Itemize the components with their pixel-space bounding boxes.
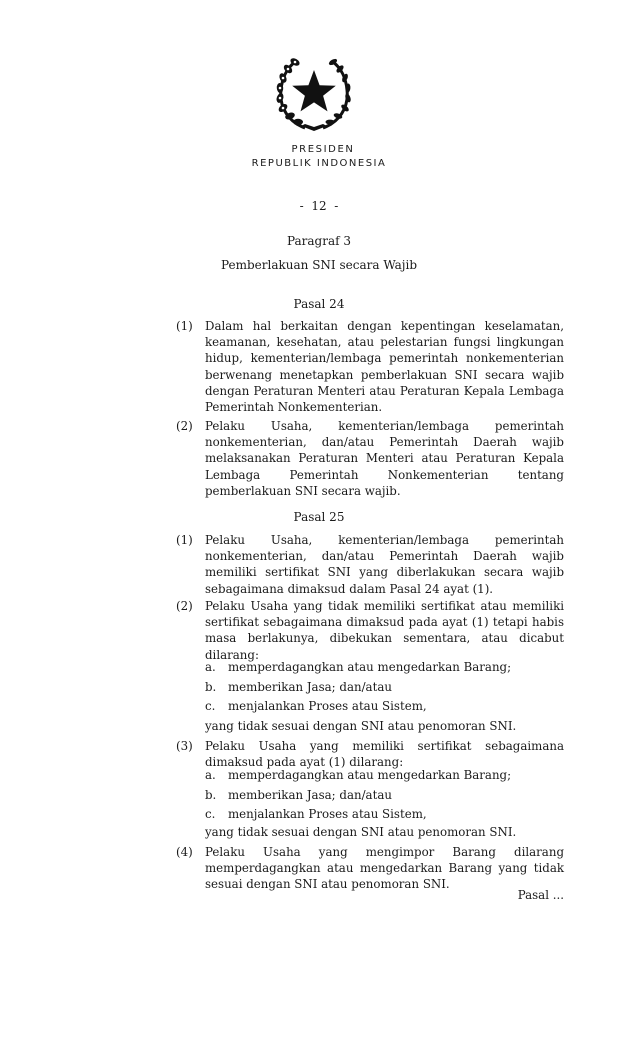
pasal-25-item-3-tail: yang tidak sesuai dengan SNI atau penomoran SNI. — [205, 825, 517, 839]
pasal-25-item-1 — [176, 532, 564, 597]
sub-text: menjalankan Proses atau Sistem, — [228, 807, 427, 821]
item-text: Pelaku Usaha, kementerian/lembaga pemerintah nonkementerian, dan/atau Pemerintah Daerah wajib memiliki sertifikat SNI yang diberlakukan secara wajib sebagaimana dimaksud dalam Pasal 24 ayat (1). — [205, 533, 564, 596]
pasal-25-item-2-sub-a — [205, 659, 511, 675]
item-number: (3) — [176, 739, 193, 753]
item-text: Dalam hal berkaitan dengan kepentingan keselamatan, keamanan, kesehatan, atau pelestarian fungsi lingkungan hidup, kementerian/lembaga pemerintah nonkementerian berwenang menetapkan pemberlakuan SNI secara wajib dengan Peraturan Menteri atau Peraturan Kepala Lembaga Pemerintah Nonkementerian. — [205, 319, 564, 415]
sub-letter: a. — [205, 768, 216, 782]
institution-line-1: PRESIDEN — [291, 144, 355, 155]
pasal-25-item-2-sub-c — [205, 698, 427, 714]
institution-line-2: REPUBLIK INDONESIA — [251, 158, 387, 169]
paragraph-title: Paragraf 3 — [286, 234, 352, 248]
pasal-25-item-3-sub-c — [205, 806, 427, 822]
item-text: Pelaku Usaha yang mengimpor Barang dilarang memperdagangkan atau mengedarkan Barang yang tidak sesuai dengan SNI atau penomoran SNI. — [205, 845, 564, 892]
item-number: (1) — [176, 533, 193, 547]
next-page-catchword: Pasal ... — [517, 888, 564, 902]
pasal-24-title: Pasal 24 — [293, 297, 345, 311]
pasal-24-item-2 — [176, 418, 564, 499]
sub-text: memberikan Jasa; dan/atau — [228, 680, 392, 694]
pasal-24-item-1 — [176, 318, 564, 415]
item-number: (4) — [176, 845, 193, 859]
pasal-25-item-2-tail: yang tidak sesuai dengan SNI atau penomoran SNI. — [205, 719, 517, 733]
pasal-25-title: Pasal 25 — [293, 510, 345, 524]
pasal-25-item-3-sub-a — [205, 767, 511, 783]
item-number: (2) — [176, 419, 193, 433]
pasal-25-item-2 — [176, 598, 564, 663]
pasal-25-item-3-sub-b — [205, 787, 392, 803]
sub-letter: b. — [205, 788, 217, 802]
item-text: Pelaku Usaha, kementerian/lembaga pemerintah nonkementerian, dan/atau Pemerintah Daerah wajib melaksanakan Peraturan Menteri atau Peraturan Kepala Lembaga Pemerintah Nonkementerian tentang pemberlakuan SNI secara wajib. — [205, 419, 564, 498]
garuda-emblem-icon — [271, 52, 357, 132]
item-text: Pelaku Usaha yang memiliki sertifikat sebagaimana dimaksud pada ayat (1) dilarang: — [205, 739, 564, 770]
sub-letter: c. — [205, 807, 216, 821]
item-text: Pelaku Usaha yang tidak memiliki sertifikat atau memiliki sertifikat sebagaimana dimaksud pada ayat (1) tetapi habis masa berlakunya, dibekukan sementara, atau dicabut dilarang: — [205, 599, 564, 662]
item-number: (2) — [176, 599, 193, 613]
pasal-25-item-3 — [176, 738, 564, 770]
sub-text: memperdagangkan atau mengedarkan Barang; — [228, 660, 512, 674]
page-number: - 12 - — [299, 199, 339, 213]
paragraph-subtitle: Pemberlakuan SNI secara Wajib — [220, 258, 418, 272]
sub-letter: a. — [205, 660, 216, 674]
pasal-25-item-2-sub-b — [205, 679, 392, 695]
sub-text: memberikan Jasa; dan/atau — [228, 788, 392, 802]
item-number: (1) — [176, 319, 193, 333]
sub-text: menjalankan Proses atau Sistem, — [228, 699, 427, 713]
sub-letter: c. — [205, 699, 216, 713]
pasal-25-item-4 — [176, 844, 564, 893]
sub-text: memperdagangkan atau mengedarkan Barang; — [228, 768, 512, 782]
sub-letter: b. — [205, 680, 217, 694]
